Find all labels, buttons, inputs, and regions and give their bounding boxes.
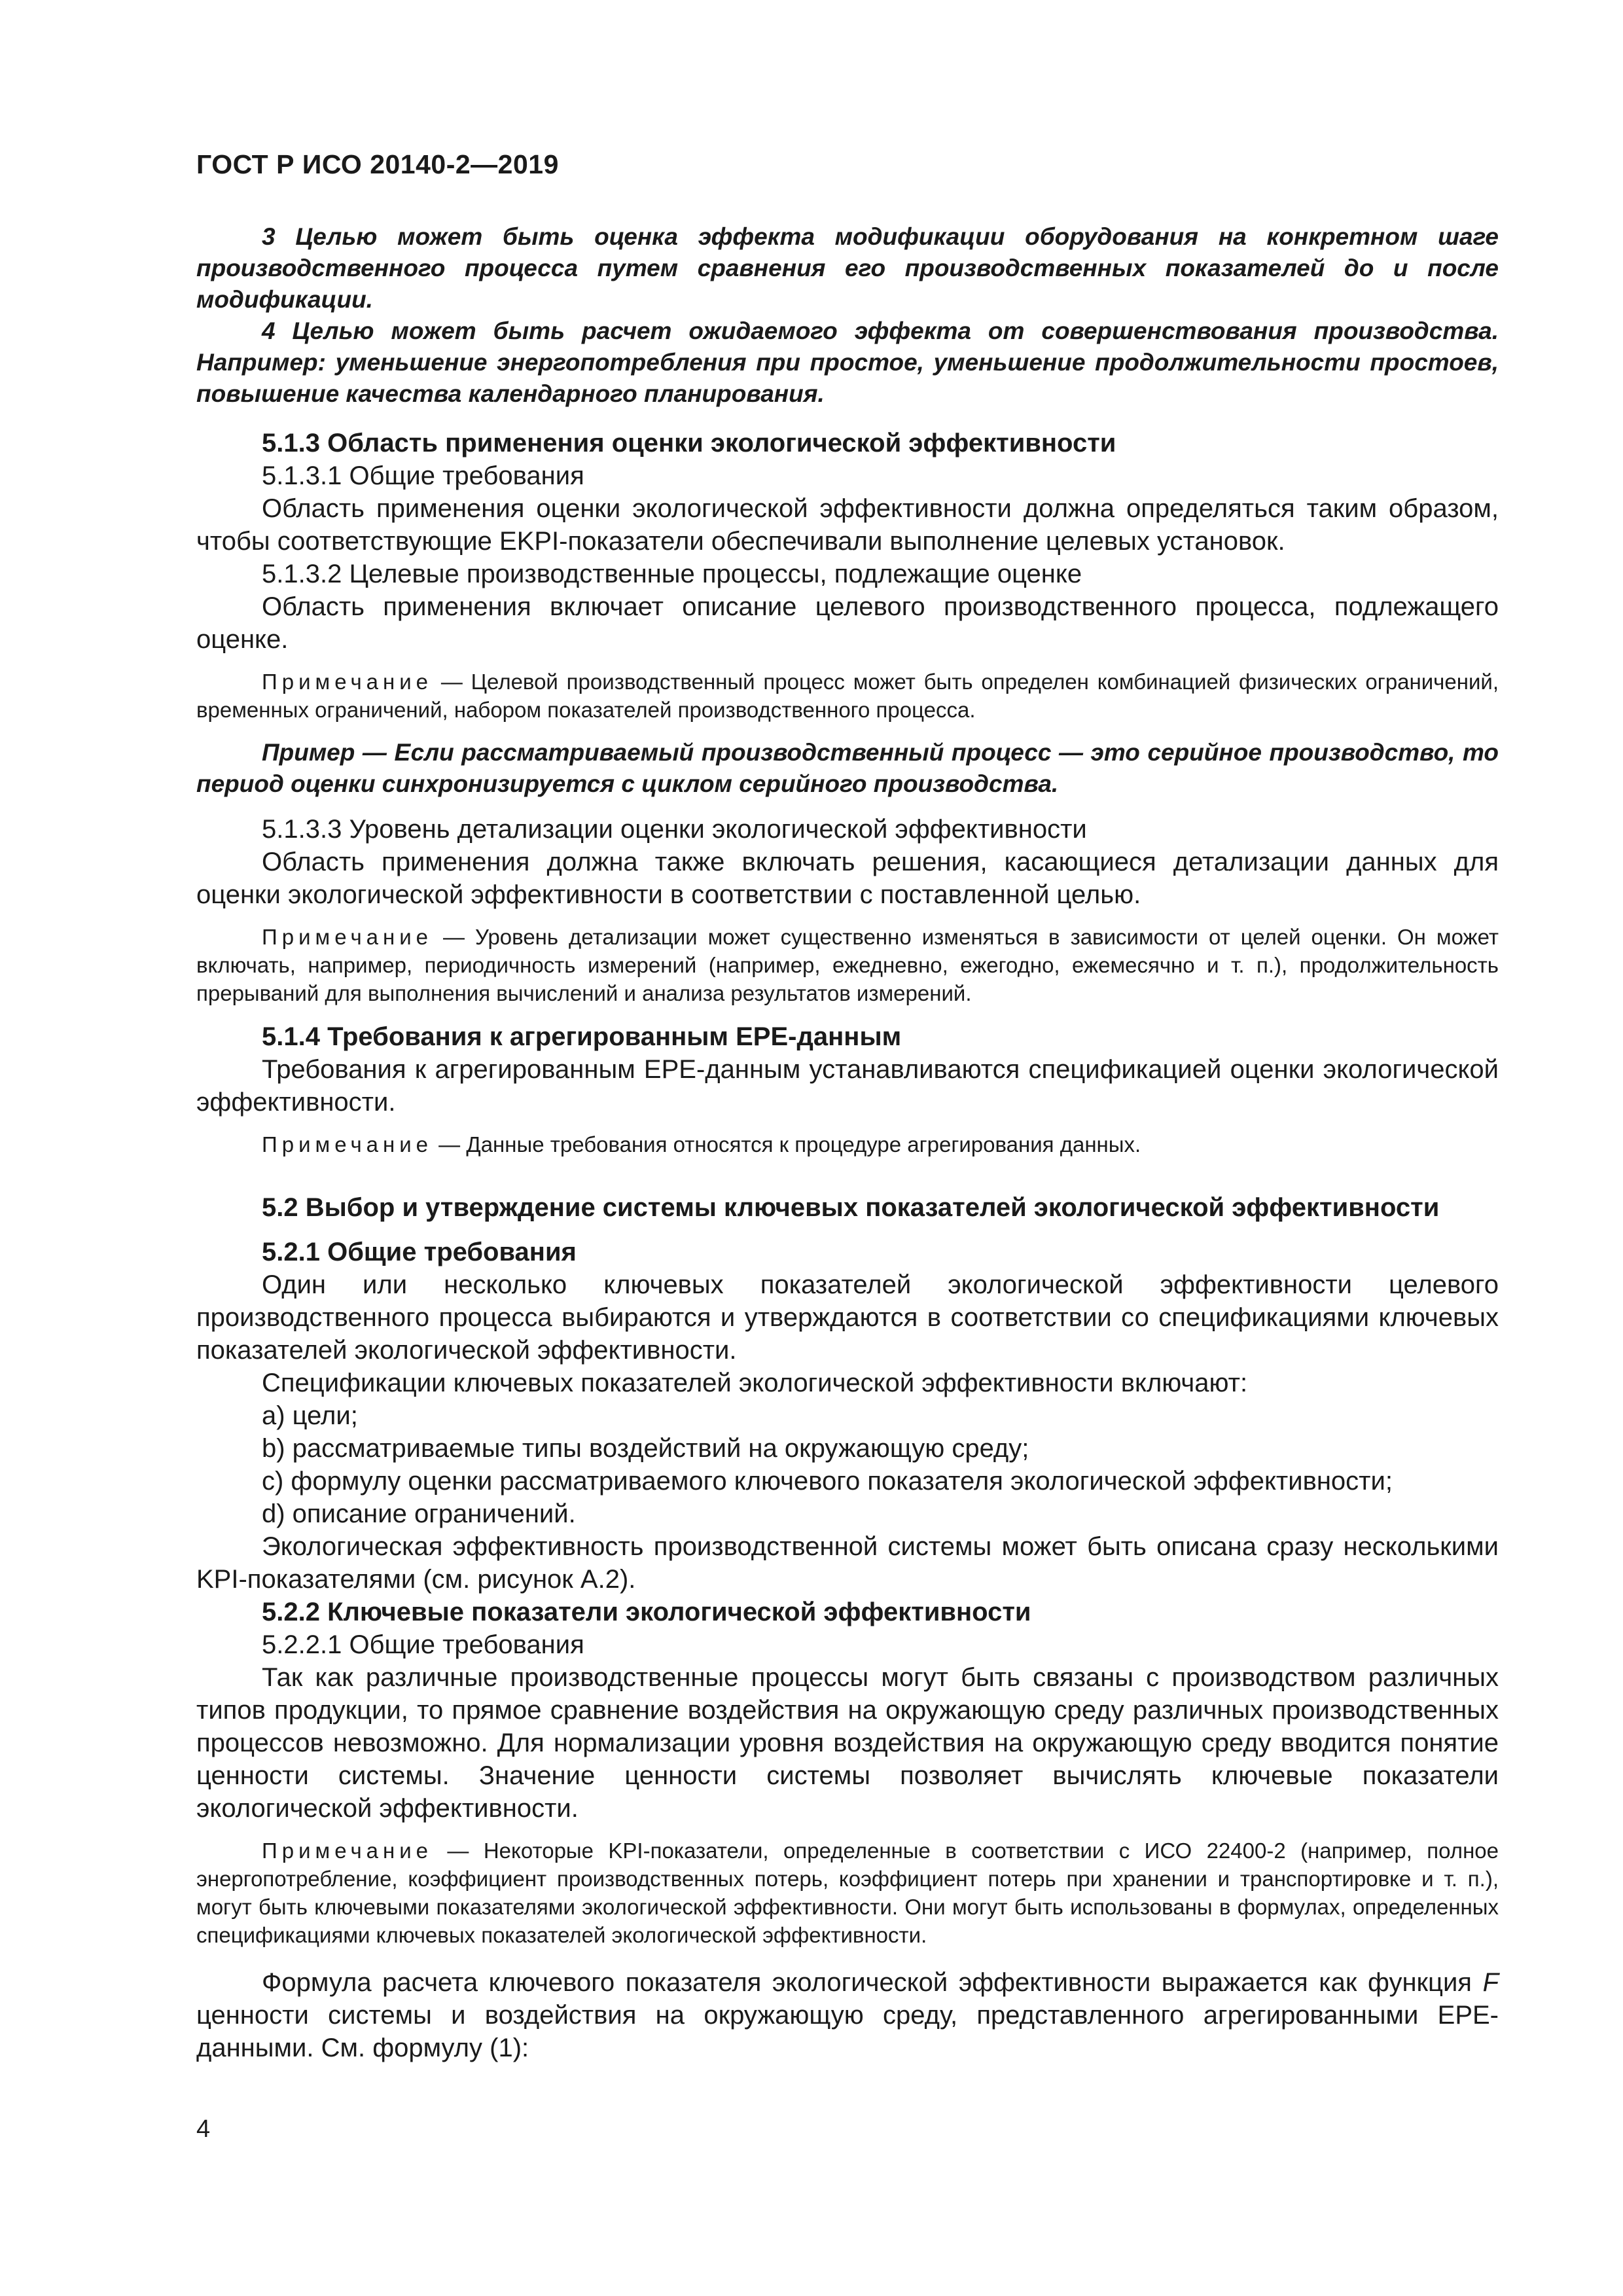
note-aggregation bbox=[196, 1130, 1499, 1158]
note-label: Примечание bbox=[262, 925, 433, 949]
section-5-2-1-heading: 5.2.1 Общие требования bbox=[262, 1238, 577, 1266]
note-label: Примечание bbox=[262, 1132, 433, 1157]
note-text: — Некоторые KPI-показатели, определенные в соответствии с ИСО 22400-2 (например, полное энергопотребление, коэффициент производственных потерь, коэффициент потерь при хранении и транспортировке и т. п.), могут быть ключевыми показателями экологической эффективности. Они могут быть использованы в формулах, определенных спецификациями ключевых показателей экологической эффективности. bbox=[196, 1839, 1499, 1947]
document-header: ГОСТ Р ИСО 20140-2—2019 bbox=[196, 149, 559, 179]
section-5-2-1-text-2: Спецификации ключевых показателей экологической эффективности включают: bbox=[262, 1369, 1248, 1397]
note-label: Примечание bbox=[262, 670, 433, 694]
formula-text-before: Формула расчета ключевого показателя экологической эффективности выражается как функция bbox=[262, 1968, 1483, 1997]
note-kpi bbox=[196, 1837, 1499, 1949]
section-5-2-1-text-3: Экологическая эффективность производственной системы может быть описана сразу несколькими KPI-показателями (см. рисунок А.2). bbox=[196, 1532, 1499, 1594]
list-item: c) формулу оценки рассматриваемого ключевого показателя экологической эффективности; bbox=[262, 1467, 1393, 1496]
section-5-2-2-1-title: 5.2.2.1 Общие требования bbox=[262, 1630, 584, 1659]
note-label: Примечание bbox=[262, 1839, 433, 1863]
intro-note-4: 4 Целью может быть расчет ожидаемого эффекта от совершенствования производства. Например: уменьшение энергопотребления при простое, уменьшение продолжительности простоев, повышение качества календарного планирования. bbox=[196, 317, 1499, 407]
note-text: — Целевой производственный процесс может быть определен комбинацией физических ограничений, временных ограничений, набором показателей производственного процесса. bbox=[196, 670, 1499, 722]
section-5-2-2-heading: 5.2.2 Ключевые показатели экологической эффективности bbox=[262, 1598, 1031, 1626]
example-serial-production: Пример — Если рассматриваемый производственный процесс — это серийное производство, то период оценки синхронизируется с циклом серийного производства. bbox=[196, 739, 1499, 797]
page-content bbox=[196, 221, 1499, 2064]
note-text: — Уровень детализации может существенно изменяться в зависимости от целей оценки. Он может включать, например, периодичность измерений (например, ежедневно, ежегодно, ежемесячно и т. п.), продолжительность прерываний для выполнения вычислений и анализа результатов измерений. bbox=[196, 925, 1499, 1005]
section-5-2-2-1-text: Так как различные производственные процессы могут быть связаны с производством различных типов продукции, то прямое сравнение воздействия на окружающую среду различных производственных процессов невозможно. Для нормализации уровня воздействия на окружающую среду вводится понятие ценности системы. Значение ценности системы позволяет вычислять ключевые показатели экологической эффективности. bbox=[196, 1663, 1499, 1823]
list-item: a) цели; bbox=[262, 1401, 358, 1430]
section-5-1-3-1-title: 5.1.3.1 Общие требования bbox=[262, 461, 584, 490]
section-5-1-3-3-text: Область применения должна также включать решения, касающиеся детализации данных для оценки экологической эффективности в соответствии с поставленной целью. bbox=[196, 848, 1499, 909]
section-5-1-3-1-text: Область применения оценки экологической эффективности должна определяться таким образом, чтобы соответствующие EKPI-показатели обеспечивали выполнение целевых установок. bbox=[196, 494, 1499, 556]
section-5-2-1-text-1: Один или несколько ключевых показателей экологической эффективности целевого производственного процесса выбираются и утверждаются в соответствии со спецификациями ключевых показателей экологической эффективности. bbox=[196, 1270, 1499, 1365]
list-item: b) рассматриваемые типы воздействий на окружающую среду; bbox=[262, 1434, 1029, 1463]
formula-intro-text bbox=[196, 1966, 1499, 2064]
note-target-process bbox=[196, 668, 1499, 724]
section-5-1-4-heading: 5.1.4 Требования к агрегированным EPE-данным bbox=[262, 1022, 902, 1051]
intro-note-3: 3 Целью может быть оценка эффекта модификации оборудования на конкретном шаге производственного процесса путем сравнения его производственных показателей до и после модификации. bbox=[196, 223, 1499, 313]
section-5-1-3-2-title: 5.1.3.2 Целевые производственные процессы, подлежащие оценке bbox=[262, 560, 1082, 588]
note-text: — Данные требования относятся к процедуре агрегирования данных. bbox=[433, 1132, 1141, 1157]
section-5-1-3-heading: 5.1.3 Область применения оценки экологической эффективности bbox=[262, 429, 1116, 457]
formula-variable: F bbox=[1482, 1968, 1499, 1997]
section-5-1-3-3-title: 5.1.3.3 Уровень детализации оценки экологической эффективности bbox=[262, 815, 1087, 844]
section-5-1-4-text: Требования к агрегированным EPE-данным устанавливаются спецификацией оценки экологической эффективности. bbox=[196, 1055, 1499, 1117]
list-item: d) описание ограничений. bbox=[262, 1499, 576, 1528]
section-5-1-3-2-text: Область применения включает описание целевого производственного процесса, подлежащего оценке. bbox=[196, 592, 1499, 654]
page-number: 4 bbox=[196, 2115, 211, 2143]
formula-text-after: ценности системы и воздействия на окружающую среду, представленного агрегированными EPE-данными. См. формулу (1): bbox=[196, 2001, 1499, 2062]
note-detail-level bbox=[196, 923, 1499, 1007]
section-5-2-heading: 5.2 Выбор и утверждение системы ключевых показателей экологической эффективности bbox=[262, 1193, 1440, 1222]
